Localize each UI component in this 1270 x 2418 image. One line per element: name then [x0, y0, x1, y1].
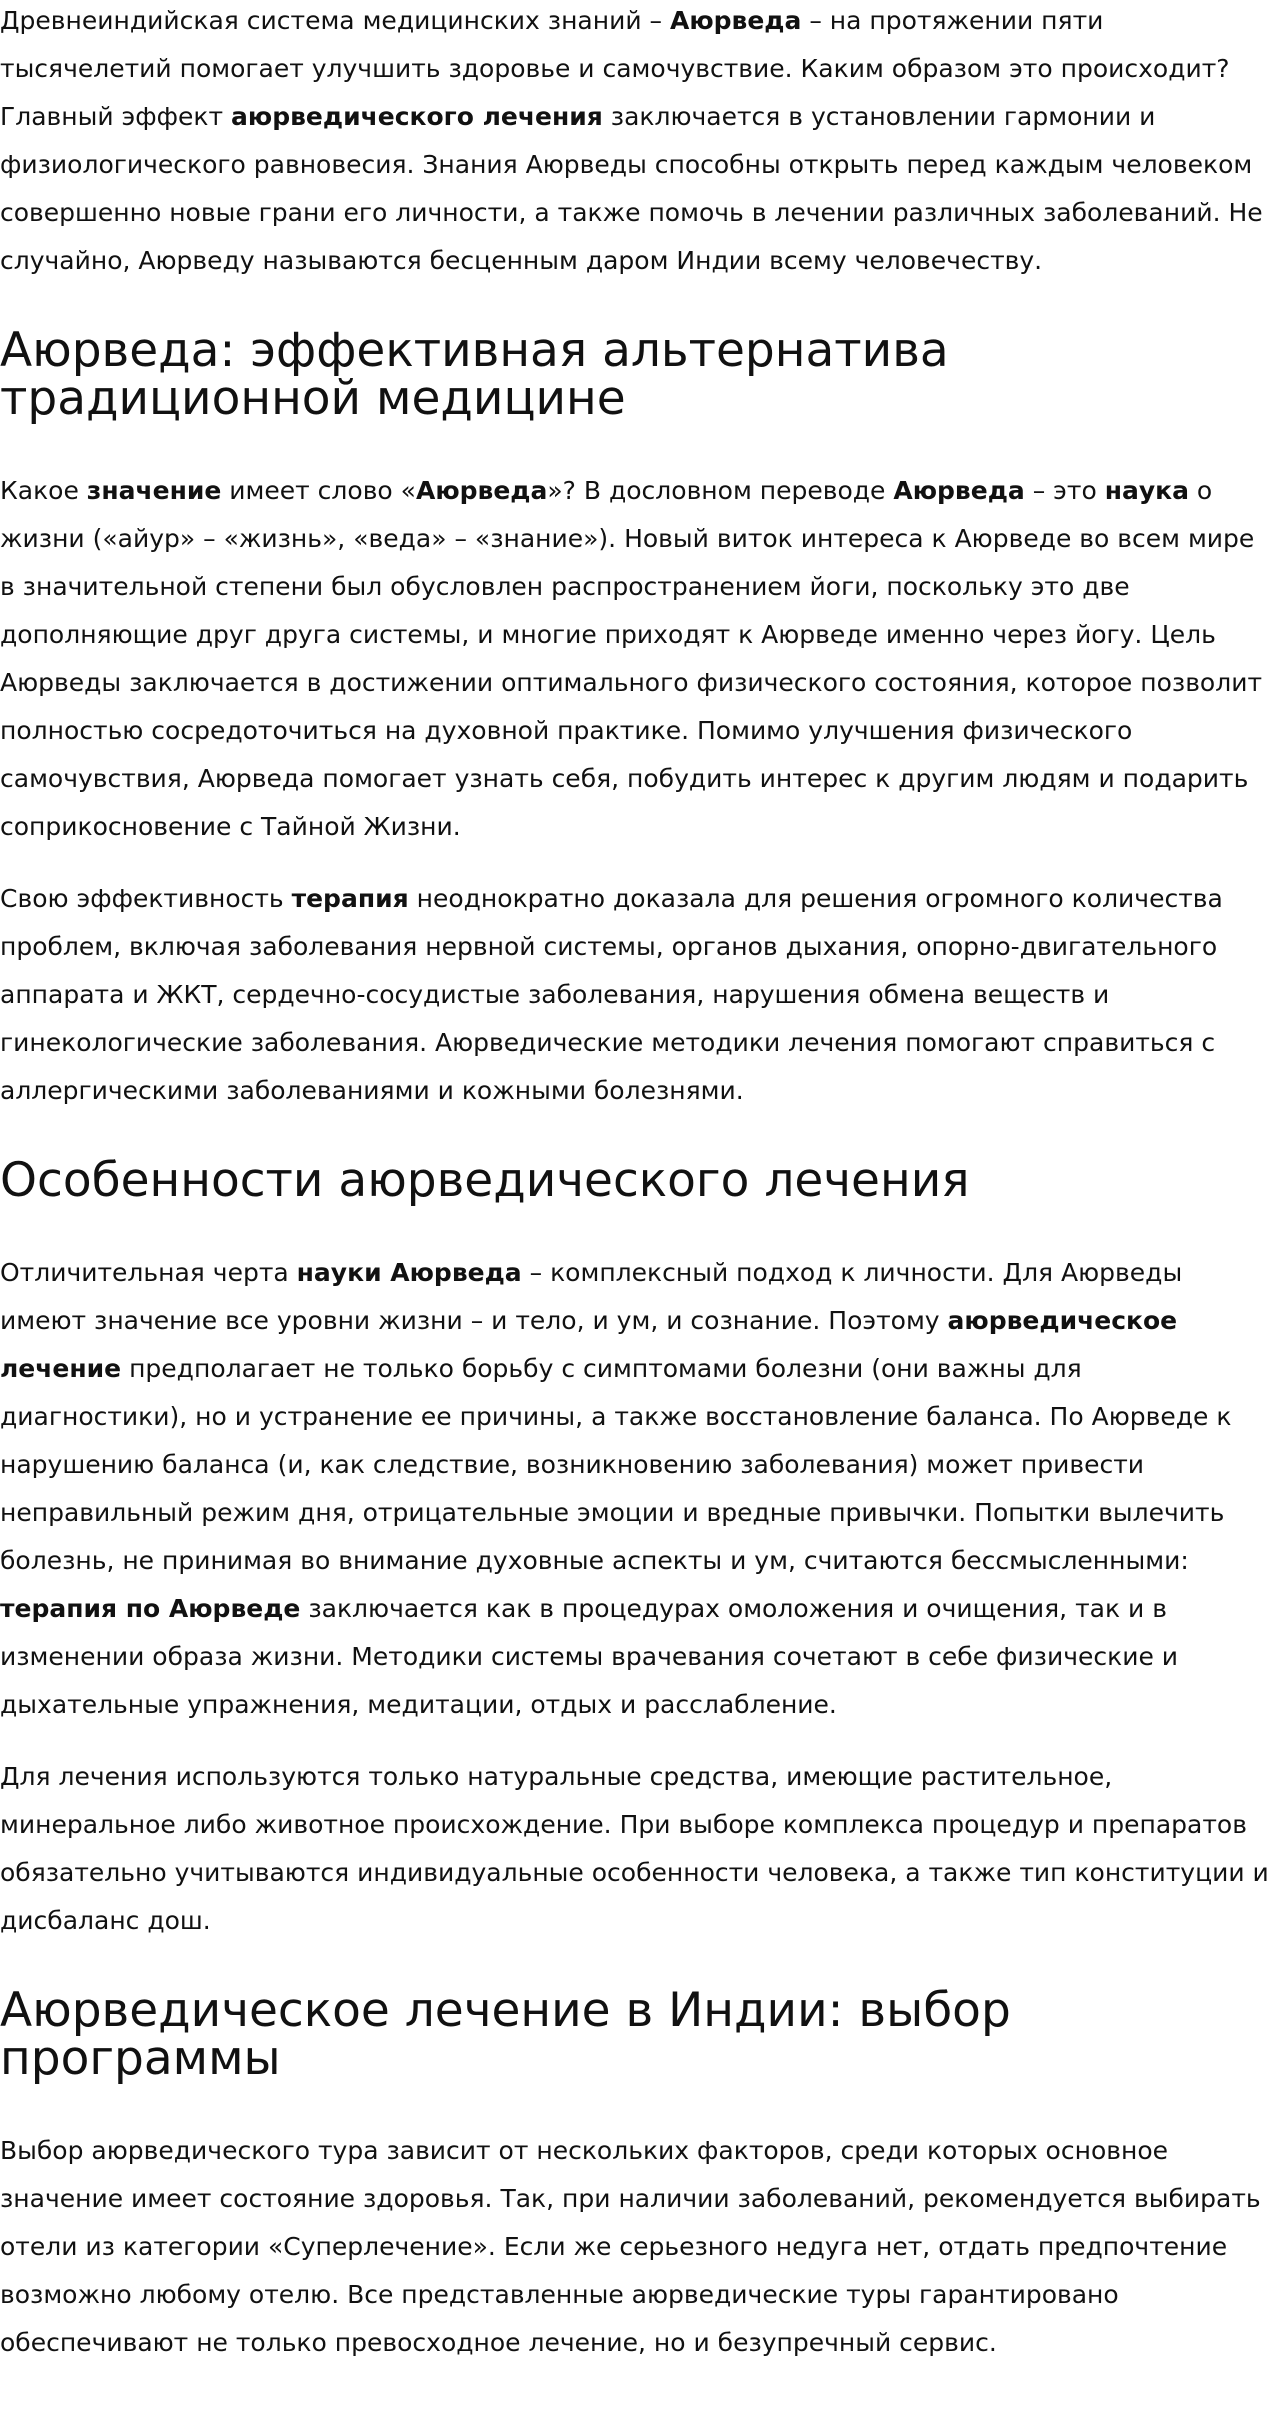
- paragraph-effectiveness: [0, 875, 1270, 1115]
- text-run: Выбор аюрведического тура зависит от нескольких факторов, среди которых основное значение имеет состояние здоровья. Так, при наличии заболеваний, рекомендуется выбирать отели из категории «Суперлечение». Если же серьезного недуга нет, отдать предпочтение возможно любому отелю. Все представленные аюрведические туры гарантировано обеспечивают не только превосходное лечение, но и безупречный сервис.: [0, 2136, 1261, 2357]
- text-run: заключается в установлении гармонии и физиологического равновесия. Знания Аюрведы способны открыть перед каждым человеком совершенно новые грани его личности, а также помочь в лечении различных заболеваний. Не случайно, Аюрведу называются бесценным даром Индии всему человечеству.: [0, 102, 1263, 275]
- heading-treatment-features: Особенности аюрведического лечения: [0, 1153, 970, 1208]
- paragraph-intro: [0, 0, 1270, 285]
- text-run: Для лечения используются только натуральные средства, имеющие растительное, минеральное либо животное происхождение. При выборе комплекса процедур и препаратов обязательно учитываются индивидуальные особенности человека, а также тип конституции и дисбаланс дош.: [0, 1762, 1269, 1935]
- heading-alternative-medicine: Аюрведа: эффективная альтернатива традиционной медицине: [0, 323, 949, 426]
- heading-program-choice: Аюрведическое лечение в Индии: выбор программы: [0, 1983, 1011, 2086]
- bold-term: аюрведического лечения: [231, 102, 603, 131]
- paragraph-natural-remedies: [0, 1753, 1270, 1945]
- text-run: Свою эффективность: [0, 884, 292, 913]
- text-run: заключается как в процедурах омоложения и очищения, так и в изменении образа жизни. Методики системы врачевания сочетают в себе физические и дыхательные упражнения, медитации, отдых и расслабление.: [0, 1594, 1179, 1719]
- text-run: имеет слово «: [221, 476, 416, 505]
- text-run: предполагает не только борьбу с симптомами болезни (они важны для диагностики), но и устранение ее причины, а также восстановление баланса. По Аюрведе к нарушению баланса (и, как следствие, возникновению заболевания) может привести неправильный режим дня, отрицательные эмоции и вредные привычки. Попытки вылечить болезнь, не принимая во внимание духовные аспекты и ум, считаются бессмысленными:: [0, 1354, 1232, 1575]
- text-run: неоднократно доказала для решения огромного количества проблем, включая заболевания нервной системы, органов дыхания, опорно-двигательного аппарата и ЖКТ, сердечно-сосудистые заболевания, нарушения обмена веществ и гинекологические заболевания. Аюрведические методики лечения помогают справиться с аллергическими заболеваниями и кожными болезнями.: [0, 884, 1223, 1105]
- bold-term: значение: [86, 476, 222, 505]
- text-run: »? В дословном переводе: [547, 476, 894, 505]
- bold-term: Аюрведа: [893, 476, 1025, 505]
- bold-term: терапия по Аюрведе: [0, 1594, 301, 1623]
- bold-term: аюрведическое лечение: [0, 1306, 1178, 1383]
- bold-term: науки Аюрведа: [296, 1258, 522, 1287]
- text-run: – это: [1024, 476, 1105, 505]
- text-run: Какое: [0, 476, 87, 505]
- text-run: Отличительная черта: [0, 1258, 297, 1287]
- paragraph-holistic-approach: [0, 1249, 1270, 1729]
- bold-term: наука: [1104, 476, 1189, 505]
- paragraph-tour-choice: [0, 2127, 1270, 2367]
- bold-term: Аюрведа: [415, 476, 548, 505]
- bold-term: терапия: [291, 884, 409, 913]
- bold-term: Аюрведа: [669, 6, 802, 35]
- text-run: Древнеиндийская система медицинских знаний –: [0, 6, 670, 35]
- paragraph-meaning: [0, 467, 1270, 851]
- text-run: – на протяжении пяти тысячелетий помогает улучшить здоровье и самочувствие. Каким образом это происходит? Главный эффект: [0, 6, 1230, 131]
- text-run: о жизни («айур» – «жизнь», «веда» – «знание»). Новый виток интереса к Аюрведе во всем мире в значительной степени был обусловлен распространением йоги, поскольку это две дополняющие друг друга системы, и многие приходят к Аюрведе именно через йогу. Цель Аюрведы заключается в достижении оптимального физического состояния, которое позволит полностью сосредоточиться на духовной практике. Помимо улучшения физического самочувствия, Аюрведа помогает узнать себя, побудить интерес к другим людям и подарить соприкосновение с Тайной Жизни.: [0, 476, 1263, 841]
- text-run: – комплексный подход к личности. Для Аюрведы имеют значение все уровни жизни – и тело, и ум, и сознание. Поэтому: [0, 1258, 1183, 1335]
